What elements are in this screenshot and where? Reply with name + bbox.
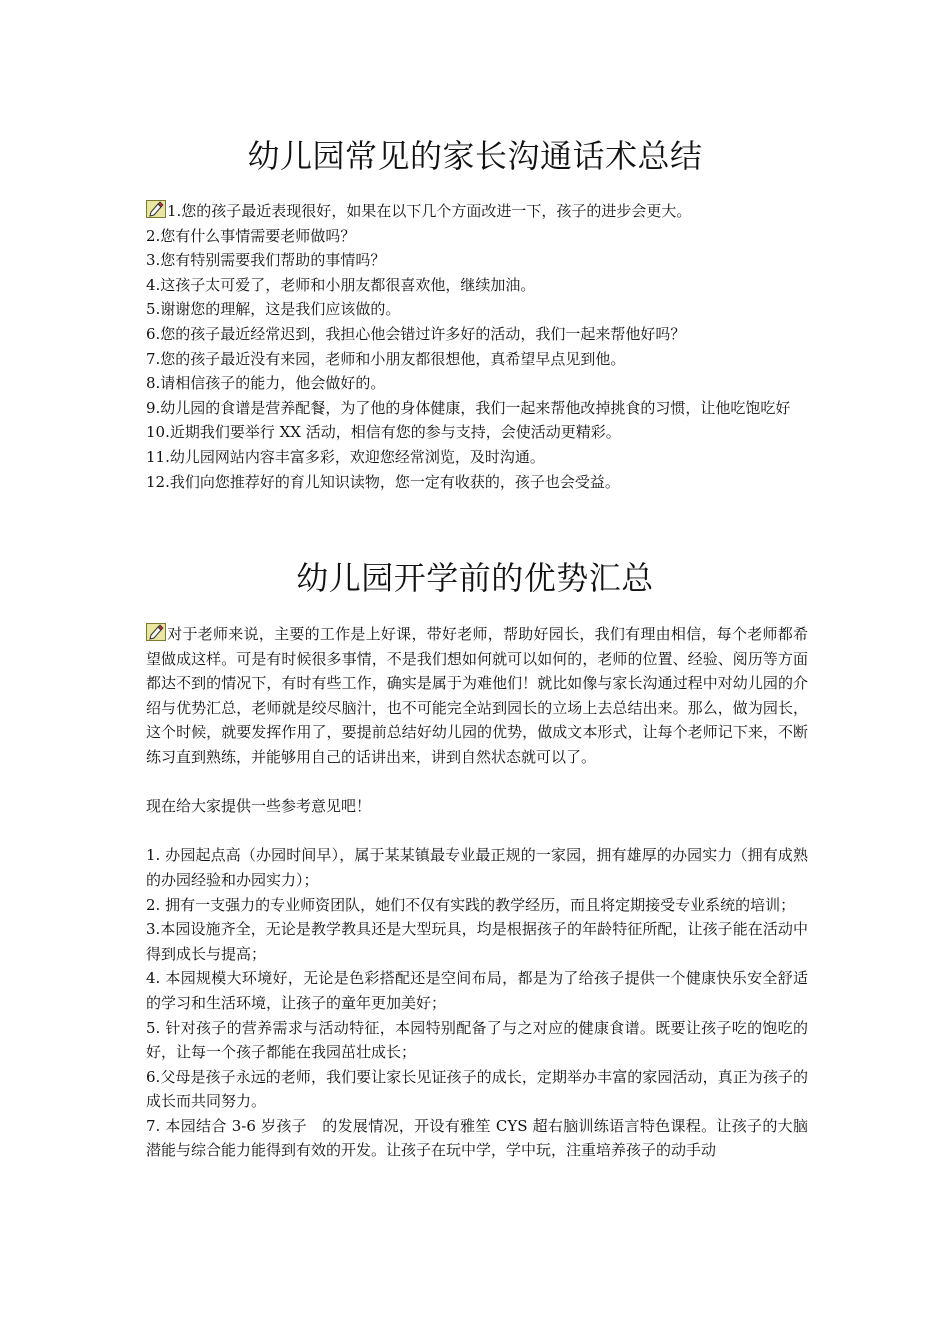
list-item: 7.您的孩子最近没有来园，老师和小朋友都很想他，真希望早点见到他。 <box>146 349 626 368</box>
list-item: 4. 本园规模大环境好，无论是色彩搭配还是空间布局，都是为了给孩子提供一个健康快乐安全舒适的学习和生活环境，让孩子的童年更加美好； <box>146 969 808 1012</box>
section1-body <box>146 199 808 494</box>
intro-paragraph: 对于老师来说，主要的工作是上好课，带好老师，帮助好园长，我们有理由相信，每个老师都希望做成这样。可是有时候很多事情，不是我们想如何就可以如何的，老师的位置、经验、阅历等方面都达不到的情况下，有时有些工作，确实是属于为难他们！就比如像与家长沟通过程中对幼儿园的介绍与优势汇总，老师就是绞尽脑汁，也不可能完全站到园长的立场上去总结出来。那么，做为园长，这个时候，就要发挥作用了，要提前总结好幼儿园的优势，做成文本形式，让每个老师记下来，不断练习直到熟练，并能够用自己的话讲出来，讲到自然状态就可以了。 <box>146 625 808 766</box>
list-item: 3.本园设施齐全，无论是教学教具还是大型玩具，均是根据孩子的年龄特征所配，让孩子能在活动中得到成长与提高； <box>146 920 808 963</box>
list-item: 2.您有什么事情需要老师做吗？ <box>146 226 356 245</box>
list-item: 1. 办园起点高（办园时间早），属于某某镇最专业最正规的一家园，拥有雄厚的办园实力（拥有成熟的办园经验和办园实力）； <box>146 846 808 889</box>
memo-icon <box>146 200 166 218</box>
list-item: 6.父母是孩子永远的老师，我们要让家长见证孩子的成长，定期举办丰富的家园活动，真正为孩子的成长而共同努力。 <box>146 1067 808 1111</box>
section1-title: 幼儿园常见的家长沟通话术总结 <box>247 137 703 175</box>
list-item: 12.我们向您推荐好的育儿知识读物，您一定有收获的，孩子也会受益。 <box>146 472 620 491</box>
lead-text: 现在给大家提供一些参考意见吧！ <box>146 797 372 816</box>
list-item: 6.您的孩子最近经常迟到，我担心他会错过许多好的活动，我们一起来帮他好吗？ <box>146 324 686 343</box>
list-item: 11.幼儿园网站内容丰富多彩，欢迎您经常浏览，及时沟通。 <box>146 447 545 466</box>
list-item: 8.请相信孩子的能力，他会做好的。 <box>146 374 386 393</box>
list-item: 9.幼儿园的食谱是营养配餐，为了他的身体健康，我们一起来帮他改掉挑食的习惯，让他吃饱吃好 <box>146 398 791 417</box>
section2-body <box>146 622 808 1163</box>
list-item: 2. 拥有一支强力的专业师资团队，她们不仅有实践的教学经历，而且将定期接受专业系统的培训； <box>146 895 796 914</box>
list-item: 5.谢谢您的理解，这是我们应该做的。 <box>146 300 401 319</box>
list-item: 1.您的孩子最近表现很好，如果在以下几个方面改进一下，孩子的进步会更大。 <box>146 199 808 224</box>
list-item: 3.您有特别需要我们帮助的事情吗？ <box>146 251 386 270</box>
memo-icon <box>146 623 166 641</box>
list-item: 10.近期我们要举行 XX 活动，相信有您的参与支持，会使活动更精彩。 <box>146 423 621 442</box>
list-item: 7. 本园结合 3-6 岁孩子 的发展情况，开设有雅笙 CYS 超右脑训练语言特色课程。让孩子的大脑潜能与综合能力能得到有效的开发。让孩子在玩中学，学中玩，注重培养孩子的动手动 <box>146 1116 808 1160</box>
blank-line <box>146 770 808 795</box>
list-item: 5. 针对孩子的营养需求与活动特征，本园特别配备了与之对应的健康食谱。既要让孩子吃的饱吃的好，让每一个孩子都能在我园茁壮成长； <box>146 1018 808 1062</box>
list-item: 4.这孩子太可爱了，老师和小朋友都很喜欢他，继续加油。 <box>146 275 536 294</box>
blank-line <box>146 819 808 844</box>
section2-title: 幼儿园开学前的优势汇总 <box>296 559 654 597</box>
